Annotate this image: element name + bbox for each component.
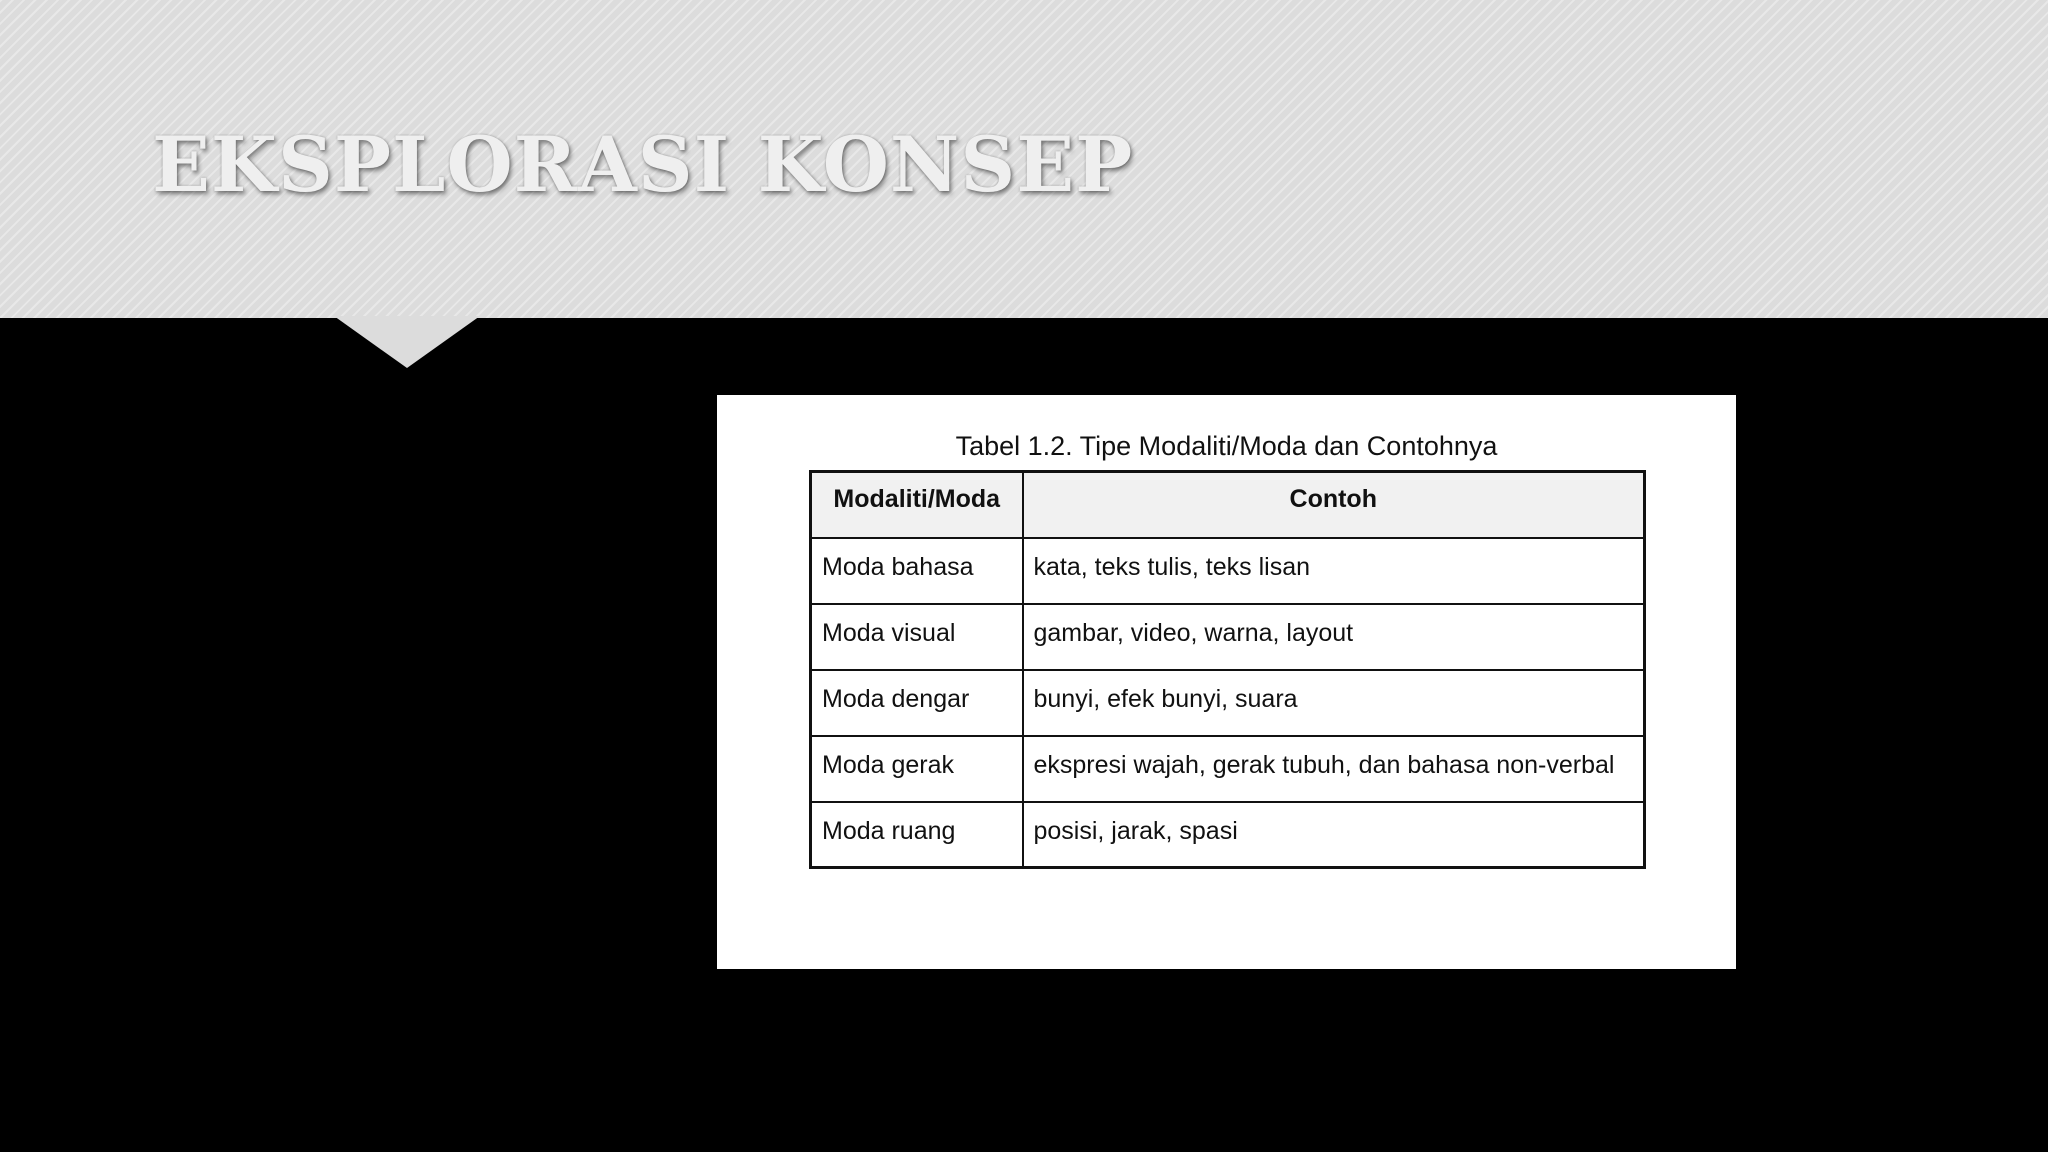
header-contoh: Contoh — [1023, 472, 1645, 538]
table-row — [811, 538, 1645, 604]
table-caption: Tabel 1.2. Tipe Modaliti/Moda dan Contohnya — [955, 431, 1498, 461]
table-row — [811, 802, 1645, 868]
cell-contoh: bunyi, efek bunyi, suara — [1023, 670, 1645, 736]
modality-table — [809, 470, 1646, 869]
table-row — [811, 604, 1645, 670]
cell-modaliti: Moda ruang — [811, 802, 1023, 868]
cell-contoh: gambar, video, warna, layout — [1023, 604, 1645, 670]
cell-modaliti: Moda bahasa — [811, 538, 1023, 604]
header-modaliti: Modaliti/Moda — [811, 472, 1023, 538]
cell-contoh: ekspresi wajah, gerak tubuh, dan bahasa non-verbal — [1023, 736, 1645, 802]
table-row — [811, 736, 1645, 802]
cell-modaliti: Moda dengar — [811, 670, 1023, 736]
cell-contoh: kata, teks tulis, teks lisan — [1023, 538, 1645, 604]
cell-modaliti: Moda visual — [811, 604, 1023, 670]
cell-modaliti: Moda gerak — [811, 736, 1023, 802]
header-notch — [334, 316, 480, 368]
cell-contoh: posisi, jarak, spasi — [1023, 802, 1645, 868]
slide-title: EKSPLORASI KONSEP — [152, 120, 1134, 209]
table-row — [811, 670, 1645, 736]
table-image-panel — [717, 395, 1736, 969]
table-header-row — [811, 472, 1645, 538]
